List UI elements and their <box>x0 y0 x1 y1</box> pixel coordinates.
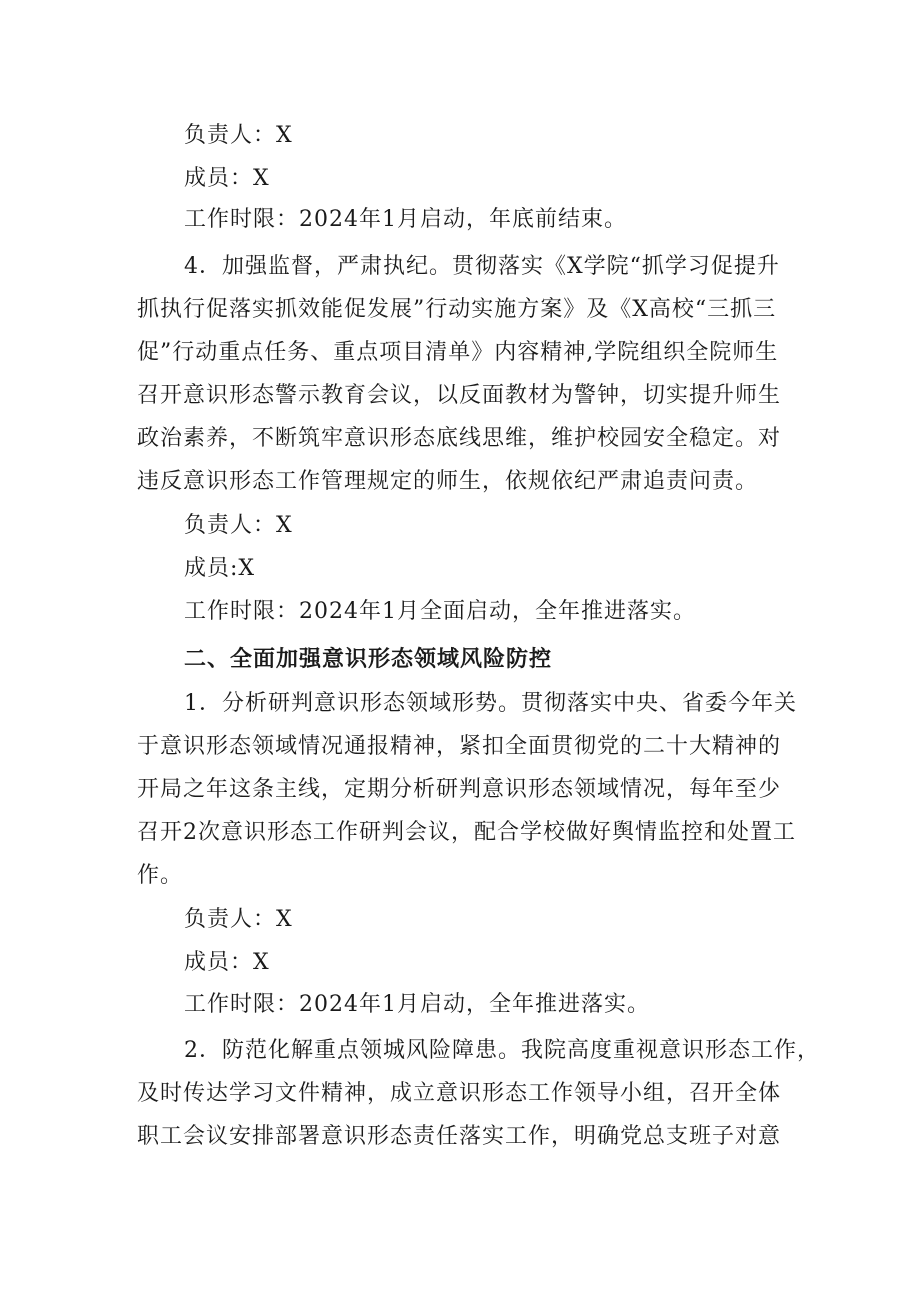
item-4-paragraph-line: 违反意识形态工作管理规定的师生，依规依纪严肃追责问责。 <box>137 469 759 494</box>
item-2-paragraph-line: 2．防范化解重点领城风险障患。我院高度重视意识形态工作， <box>184 1038 820 1063</box>
item-4-paragraph-line: 促”行动重点任务、重点项目清单》内容精神,学院组织全院师生 <box>137 340 779 365</box>
time-limit-line: 工作时限：2024年1月启动，年底前结束。 <box>184 207 627 232</box>
item-4-paragraph-line: 政治素养，不断筑牢意识形态底线思维，维护校园安全稳定。对 <box>137 426 782 451</box>
members-line: 成员:X <box>184 556 256 581</box>
item-4-paragraph-line: 抓执行促落实抓效能促发展”行动实施方案》及《X高校“三抓三 <box>137 297 777 322</box>
item-1-paragraph-line: 开局之年这条主线，定期分析研判意识形态领域情况，每年至少 <box>137 777 782 802</box>
item-1-paragraph-line: 1．分析研判意识形态领域形势。贯彻落实中央、省委今年关 <box>184 691 797 716</box>
members-line: 成员：X <box>184 166 270 191</box>
responsible-person-line: 负责人：X <box>184 907 293 932</box>
time-limit-line: 工作时限：2024年1月全面启动，全年推进落实。 <box>184 599 696 624</box>
item-1-paragraph-line: 召开2次意识形态工作研判会议，配合学校做好舆情监控和处置工 <box>137 820 796 845</box>
item-1-paragraph-line: 于意识形态领域情况通报精神，紧扣全面贯彻党的二十大精神的 <box>137 734 782 759</box>
item-1-paragraph-line: 作。 <box>137 863 184 888</box>
item-2-paragraph-line: 职工会议安排部署意识形态责任落实工作，明确党总支班子对意 <box>137 1124 782 1149</box>
item-2-paragraph-line: 及时传达学习文件精神，成立意识形态工作领导小组，召开全体 <box>137 1081 782 1106</box>
members-line: 成员：X <box>184 950 270 975</box>
time-limit-line: 工作时限：2024年1月启动，全年推进落实。 <box>184 992 650 1017</box>
responsible-person-line: 负责人：X <box>184 513 293 538</box>
section-heading: 二、全面加强意识形态领域风险防控 <box>184 647 553 672</box>
item-4-paragraph-line: 召开意识形态警示教育会议，以反面教材为警钟，切实提升师生 <box>137 383 782 408</box>
responsible-person-line: 负责人：X <box>184 123 293 148</box>
item-4-paragraph-line: 4．加强监督，严肃执纪。贯彻落实《X学院“抓学习促提升 <box>184 254 780 279</box>
